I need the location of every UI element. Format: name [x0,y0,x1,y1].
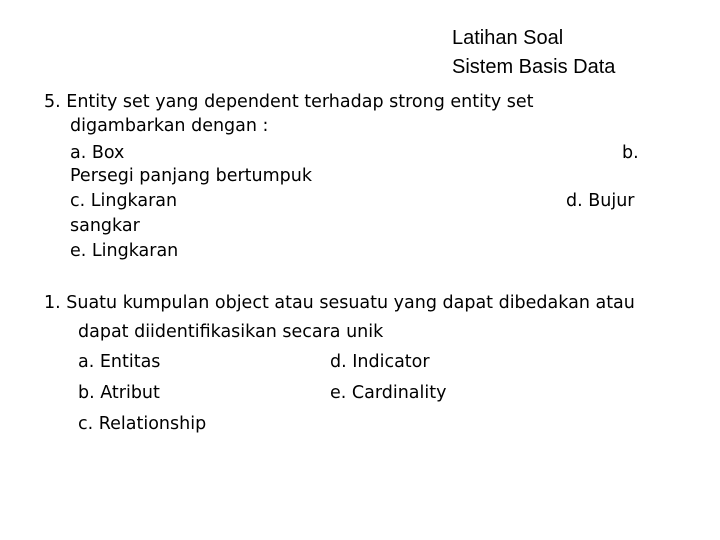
question-5-stem-line-2: digambarkan dengan : [70,116,269,136]
question-1-option-c: c. Relationship [78,414,207,434]
question-1-option-d: d. Indicator [330,352,430,372]
question-5-stem-line-1: 5. Entity set yang dependent terhadap strong entity set [44,92,534,112]
question-1-option-a: a. Entitas [78,352,161,372]
question-5-option-a: a. Box [70,143,125,163]
question-5-option-b-label: b. [622,143,639,163]
question-1-stem-line-2: dapat diidentifikasikan secara unik [78,322,384,342]
question-1-option-b: b. Atribut [78,383,160,403]
question-5-option-d: d. Bujur [566,191,635,211]
question-5-option-c: c. Lingkaran [70,191,178,211]
question-5-option-d-continued: sangkar [70,216,140,236]
question-1-stem-line-1: 1. Suatu kumpulan object atau sesuatu yang dapat dibedakan atau [44,293,635,313]
question-5-option-b-text: Persegi panjang bertumpuk [70,166,312,186]
slide-title [452,24,615,82]
title-line-2: Sistem Basis Data [452,56,616,78]
title-line-1: Latihan Soal [452,27,564,49]
question-5-option-e: e. Lingkaran [70,241,179,261]
question-1-option-e: e. Cardinality [330,383,447,403]
